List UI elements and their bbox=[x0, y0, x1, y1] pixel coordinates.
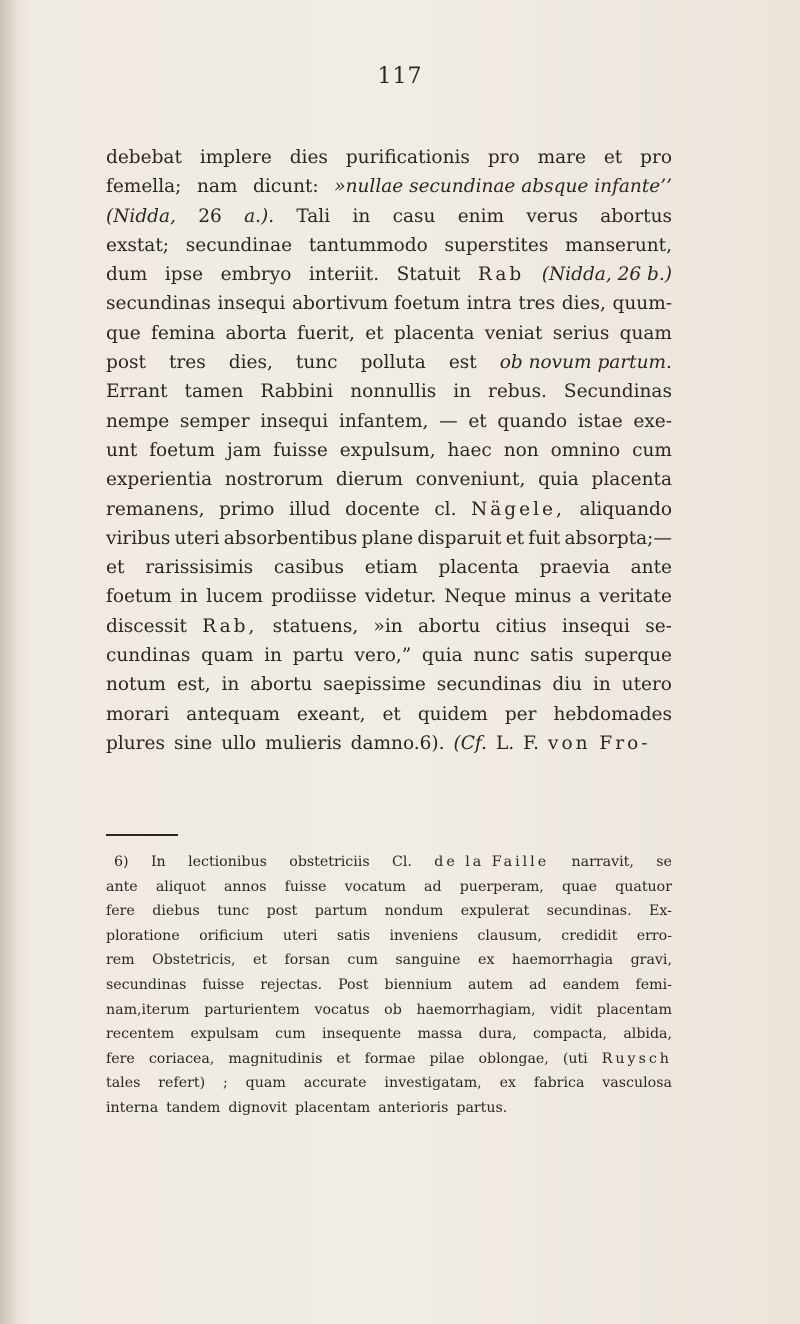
word: vocatum bbox=[344, 878, 406, 895]
word: expulerat bbox=[460, 903, 530, 920]
word: cum bbox=[632, 439, 672, 461]
word: fuisse bbox=[273, 439, 328, 461]
word: placenta bbox=[438, 557, 519, 579]
word: polluta bbox=[360, 352, 426, 374]
word: Secundinas bbox=[563, 381, 672, 403]
word: rem bbox=[106, 952, 135, 969]
word: quia bbox=[421, 645, 463, 667]
word: Errant bbox=[106, 381, 168, 403]
word: abortus bbox=[600, 205, 672, 227]
word: semper bbox=[179, 410, 250, 432]
word: Rabbini bbox=[260, 381, 334, 403]
word: exeant, bbox=[296, 703, 366, 725]
word: dignovit bbox=[228, 1099, 288, 1116]
word: coriacea, bbox=[148, 1050, 215, 1067]
text-line bbox=[106, 289, 672, 318]
word: plures bbox=[106, 732, 165, 754]
word: Statuit bbox=[396, 264, 461, 286]
word: rejectas. bbox=[260, 976, 323, 993]
word: dura, bbox=[478, 1026, 517, 1043]
word: casu bbox=[392, 205, 436, 227]
word: quia bbox=[538, 469, 579, 491]
word: insequi bbox=[561, 615, 630, 637]
word: obstetriciis bbox=[289, 854, 370, 870]
text-line bbox=[106, 231, 672, 260]
word: lucem bbox=[206, 586, 263, 608]
text-line bbox=[106, 260, 672, 289]
word: embryo bbox=[220, 264, 292, 286]
word: parturientem bbox=[204, 1001, 300, 1018]
footnote-line bbox=[106, 973, 672, 998]
word: veniat bbox=[484, 322, 543, 344]
word: expulsam bbox=[190, 1026, 259, 1043]
footnote-line bbox=[106, 998, 672, 1023]
word: von Fro- bbox=[548, 732, 651, 754]
text-line bbox=[106, 143, 672, 172]
word: satis bbox=[530, 645, 574, 667]
word: se bbox=[656, 854, 672, 870]
footnote-line bbox=[106, 1071, 672, 1096]
word: secundinas bbox=[106, 976, 187, 993]
word: biennium bbox=[384, 976, 452, 993]
word: ante bbox=[630, 557, 672, 579]
word: ob bbox=[384, 1001, 402, 1018]
word: et bbox=[365, 322, 384, 344]
word: statuens, bbox=[272, 615, 359, 637]
word: tamen bbox=[184, 381, 244, 403]
word: etiam bbox=[364, 557, 418, 579]
word: cundinas bbox=[106, 645, 191, 667]
word: ex bbox=[478, 952, 495, 969]
word: magnitudinis bbox=[228, 1050, 323, 1067]
word: pro bbox=[640, 147, 672, 168]
word: implere bbox=[199, 147, 272, 168]
word: Ex- bbox=[649, 903, 672, 920]
word: insequente bbox=[321, 1026, 402, 1043]
word: erro- bbox=[636, 927, 672, 944]
word: cl. bbox=[434, 498, 457, 520]
footnote-line bbox=[106, 875, 672, 900]
word: tantummodo bbox=[308, 234, 428, 256]
word: placentam bbox=[596, 1001, 672, 1018]
word: vidit bbox=[550, 1001, 583, 1018]
text-line bbox=[106, 348, 672, 377]
word: que bbox=[106, 322, 141, 344]
word: dum bbox=[106, 264, 148, 286]
word: femina bbox=[151, 322, 216, 344]
footnote-line bbox=[106, 850, 672, 875]
footnote-line bbox=[106, 1022, 672, 1047]
word: in bbox=[180, 586, 198, 608]
word: et bbox=[382, 703, 401, 725]
word: haec bbox=[447, 439, 492, 461]
footnote bbox=[106, 850, 672, 1121]
word: lectionibus bbox=[188, 854, 267, 870]
word: videtur. bbox=[364, 586, 437, 608]
footnote-line bbox=[106, 924, 672, 949]
word: in bbox=[221, 674, 240, 696]
word: tandem bbox=[166, 1099, 221, 1116]
word: ob novum partum. bbox=[499, 352, 672, 374]
text-line bbox=[106, 670, 672, 699]
word: diebus bbox=[152, 903, 200, 920]
word: sine bbox=[173, 732, 213, 754]
word: mulieris bbox=[265, 732, 342, 754]
word: satis bbox=[336, 927, 371, 944]
word: In bbox=[150, 854, 166, 870]
word: fere bbox=[106, 1050, 135, 1067]
text-line bbox=[106, 436, 672, 465]
word: orificium bbox=[199, 927, 264, 944]
word: haemorrhagiam, bbox=[416, 1001, 536, 1018]
word: Post bbox=[338, 976, 369, 993]
word: prodiisse bbox=[271, 586, 357, 608]
footnote-line bbox=[106, 1047, 672, 1072]
word: primo bbox=[219, 498, 275, 520]
word: Obstetricis, bbox=[152, 952, 236, 969]
word: tales bbox=[106, 1075, 141, 1092]
word: 6) bbox=[114, 854, 129, 870]
word: vocatus bbox=[314, 1001, 370, 1018]
word: jam bbox=[226, 439, 262, 461]
word: haemorrhagia bbox=[511, 952, 614, 969]
word: citius bbox=[495, 615, 547, 637]
word: foetum bbox=[106, 586, 172, 608]
word: Nägele, bbox=[471, 498, 565, 520]
word: partum bbox=[314, 903, 368, 920]
word: aliquot bbox=[155, 878, 206, 895]
word: quam bbox=[245, 1075, 286, 1092]
word: placenta bbox=[393, 322, 475, 344]
word: disparuit bbox=[417, 527, 502, 549]
word: puerperam, bbox=[459, 878, 544, 895]
word: dies, bbox=[228, 352, 273, 374]
page-number: 117 bbox=[377, 64, 423, 89]
word: quae bbox=[561, 878, 598, 895]
word: verus bbox=[526, 205, 578, 227]
word: nam,iterum bbox=[106, 1001, 190, 1018]
word: abortu bbox=[418, 615, 481, 637]
word: ullo bbox=[221, 732, 257, 754]
word: Rab, bbox=[202, 615, 258, 637]
footnote-line bbox=[106, 1096, 672, 1121]
footnote-rule bbox=[106, 834, 178, 836]
word: saepissime bbox=[323, 674, 426, 696]
word: secundinae bbox=[185, 234, 293, 256]
word: est bbox=[448, 352, 477, 374]
word: fabrica bbox=[533, 1075, 585, 1092]
word: »in bbox=[373, 615, 403, 637]
word: ex bbox=[499, 1075, 516, 1092]
word: post bbox=[266, 903, 298, 920]
word: ploratione bbox=[106, 927, 180, 944]
text-line bbox=[106, 582, 672, 611]
word: in bbox=[453, 381, 472, 403]
word: illud bbox=[289, 498, 331, 520]
word: ante bbox=[106, 878, 138, 895]
word: docente bbox=[345, 498, 420, 520]
word: Neque bbox=[444, 586, 507, 608]
text-line bbox=[106, 465, 672, 494]
word: per bbox=[504, 703, 537, 725]
word: clausum, bbox=[477, 927, 542, 944]
word: se- bbox=[645, 615, 672, 637]
word: istae bbox=[577, 410, 623, 432]
word: fere bbox=[106, 903, 135, 920]
word: dies bbox=[289, 147, 328, 168]
word: refert) bbox=[158, 1075, 206, 1092]
word: in bbox=[264, 645, 282, 667]
word: secundinas bbox=[436, 674, 542, 696]
word: superque bbox=[584, 645, 672, 667]
word: a bbox=[579, 586, 591, 608]
word: interna bbox=[106, 1099, 159, 1116]
word: interiit. bbox=[308, 264, 380, 286]
word: expulsum, bbox=[339, 439, 436, 461]
text-line bbox=[106, 729, 672, 758]
word: ad bbox=[424, 878, 442, 895]
footnote-line bbox=[106, 899, 672, 924]
word: nondum bbox=[384, 903, 444, 920]
word: abortu bbox=[250, 674, 313, 696]
text-line bbox=[106, 641, 672, 670]
word: nempe bbox=[106, 410, 170, 432]
word: exstat; bbox=[106, 234, 170, 256]
word: et bbox=[505, 527, 525, 549]
word: experientia bbox=[106, 469, 213, 491]
word: ipse bbox=[164, 264, 204, 286]
word: vasculosa bbox=[602, 1075, 672, 1092]
word: nonnullis bbox=[350, 381, 437, 403]
word: uteri bbox=[282, 927, 318, 944]
word: infantem, bbox=[338, 410, 429, 432]
word: purificationis bbox=[345, 147, 470, 168]
word: dierum bbox=[335, 469, 403, 491]
word: massa bbox=[417, 1026, 463, 1043]
word: praevia bbox=[539, 557, 610, 579]
word: femella; bbox=[106, 176, 182, 198]
word: discessit bbox=[106, 615, 187, 637]
word: notum bbox=[106, 674, 166, 696]
word: quatuor bbox=[615, 878, 672, 895]
word: damno.6). bbox=[350, 732, 445, 754]
word: mare bbox=[537, 147, 586, 168]
word: serius bbox=[552, 322, 610, 344]
text-line bbox=[106, 172, 672, 201]
word: pro bbox=[487, 147, 520, 168]
word: absorbentibus bbox=[223, 527, 358, 549]
word: L. bbox=[496, 732, 515, 754]
word: debebat bbox=[106, 147, 182, 168]
word: aborta bbox=[225, 322, 287, 344]
word: foetum bbox=[149, 439, 216, 461]
word: in bbox=[592, 674, 611, 696]
word: fuisse bbox=[284, 878, 327, 895]
word: partu bbox=[292, 645, 344, 667]
word: unt bbox=[106, 439, 138, 461]
word: accurate bbox=[303, 1075, 367, 1092]
word: post bbox=[106, 352, 146, 374]
word: sanguine bbox=[395, 952, 461, 969]
text-line bbox=[106, 553, 672, 582]
word: aliquando bbox=[579, 498, 672, 520]
word: cum bbox=[275, 1026, 306, 1043]
word: non bbox=[503, 439, 539, 461]
word: diu bbox=[552, 674, 583, 696]
word: recentem bbox=[106, 1026, 175, 1043]
word: in bbox=[352, 205, 371, 227]
word: antequam bbox=[186, 703, 280, 725]
word: enim bbox=[457, 205, 505, 227]
word: conveniunt, bbox=[415, 469, 526, 491]
word: abortivum foetum bbox=[292, 293, 460, 315]
word: morari bbox=[106, 703, 170, 725]
word: quum- bbox=[612, 293, 672, 315]
word: credidit bbox=[561, 927, 618, 944]
word: et bbox=[106, 557, 125, 579]
word: placenta bbox=[591, 469, 672, 491]
word: uteri bbox=[174, 527, 220, 549]
word: hebdomades bbox=[553, 703, 672, 725]
word: veritate bbox=[598, 586, 672, 608]
word: Tali bbox=[296, 205, 331, 227]
word: nunc bbox=[473, 645, 520, 667]
word: eandem bbox=[562, 976, 620, 993]
word: intra bbox=[466, 293, 512, 315]
word: (Nidda, 26 b.) bbox=[541, 264, 672, 286]
word: remanens, bbox=[106, 498, 205, 520]
word: placentam bbox=[295, 1099, 371, 1116]
word: compacta, bbox=[532, 1026, 608, 1043]
word: — bbox=[439, 410, 458, 432]
word: tres bbox=[168, 352, 206, 374]
word: investigatam, bbox=[384, 1075, 482, 1092]
text-line bbox=[106, 495, 672, 524]
word: (uti bbox=[562, 1050, 588, 1067]
footnote-line bbox=[106, 948, 672, 973]
word: dies, bbox=[561, 293, 606, 315]
word: quidem bbox=[417, 703, 488, 725]
word: narravit, bbox=[571, 854, 634, 870]
word: insequi bbox=[260, 410, 329, 432]
word: Cl. bbox=[391, 854, 412, 870]
word: fuisse bbox=[202, 976, 245, 993]
word: F. bbox=[523, 732, 540, 754]
word: femi- bbox=[635, 976, 672, 993]
word: formae bbox=[364, 1050, 416, 1067]
word: est, bbox=[176, 674, 211, 696]
word: quando bbox=[497, 410, 568, 432]
word: secundinas bbox=[106, 293, 211, 315]
text-line bbox=[106, 377, 672, 406]
text-line bbox=[106, 524, 672, 553]
word: Ruysch bbox=[601, 1050, 672, 1067]
word: rebus. bbox=[488, 381, 547, 403]
word: inveniens bbox=[389, 927, 459, 944]
main-text bbox=[106, 143, 672, 758]
gutter-shadow bbox=[0, 0, 18, 1324]
text-line bbox=[106, 700, 672, 729]
text-line bbox=[106, 407, 672, 436]
word: quam bbox=[201, 645, 254, 667]
word: et bbox=[468, 410, 487, 432]
word: viribus bbox=[106, 527, 171, 549]
word: omnino bbox=[550, 439, 621, 461]
word: ad bbox=[529, 976, 547, 993]
word: oblongae, bbox=[478, 1050, 549, 1067]
word: partus. bbox=[456, 1099, 508, 1116]
word: fuerit, bbox=[297, 322, 355, 344]
word: tunc bbox=[217, 903, 250, 920]
text-line bbox=[106, 202, 672, 231]
word: albida, bbox=[623, 1026, 672, 1043]
word: cum bbox=[347, 952, 378, 969]
word: a.). bbox=[244, 205, 275, 227]
word: (Cf. bbox=[453, 732, 487, 754]
word: vero,” bbox=[354, 645, 412, 667]
word: exe- bbox=[633, 410, 672, 432]
word: autem bbox=[467, 976, 514, 993]
word: secundinas. bbox=[546, 903, 632, 920]
word: tunc bbox=[295, 352, 338, 374]
word: fuit bbox=[528, 527, 561, 549]
word: plane bbox=[361, 527, 414, 549]
word: Rab bbox=[478, 264, 525, 286]
word: de la Faille bbox=[434, 854, 550, 870]
word: quam bbox=[619, 322, 672, 344]
word: gravi, bbox=[630, 952, 672, 969]
word: (Nidda, bbox=[106, 205, 176, 227]
word: tres bbox=[518, 293, 556, 315]
word: minus bbox=[514, 586, 572, 608]
word: superstites bbox=[444, 234, 549, 256]
word: insequi bbox=[217, 293, 286, 315]
text-line bbox=[106, 612, 672, 641]
word: annos bbox=[223, 878, 267, 895]
word: et bbox=[252, 952, 268, 969]
word: manserunt, bbox=[565, 234, 672, 256]
text-line bbox=[106, 319, 672, 348]
word: dicunt: bbox=[253, 176, 319, 198]
word: anterioris bbox=[378, 1099, 449, 1116]
word: forsan bbox=[284, 952, 330, 969]
word: nostrorum bbox=[224, 469, 324, 491]
word: utero bbox=[621, 674, 672, 696]
word: et bbox=[603, 147, 623, 168]
word: 26 bbox=[198, 205, 222, 227]
word: »nullae secundinae absque infante’’ bbox=[334, 176, 672, 198]
word: et bbox=[336, 1050, 351, 1067]
word: rarissisimis bbox=[145, 557, 254, 579]
word: nam bbox=[196, 176, 238, 198]
word: ; bbox=[223, 1075, 228, 1092]
word: pilae bbox=[429, 1050, 465, 1067]
word: absorpta;— bbox=[564, 527, 672, 549]
word: casibus bbox=[273, 557, 344, 579]
